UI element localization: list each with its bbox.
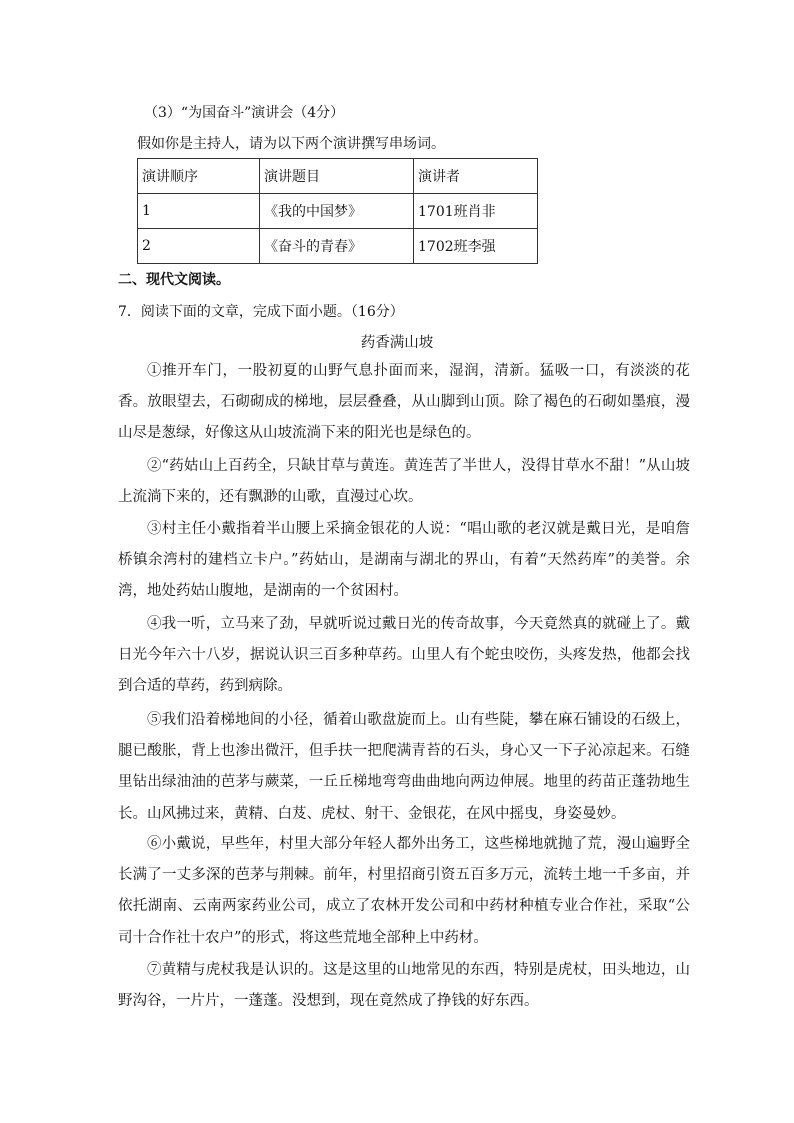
table-cell: 《我的中国梦》	[260, 194, 414, 229]
article-paragraph: ⑤我们沿着梯地间的小径，循着山歌盘旋而上。山有些陡，攀在麻石铺设的石级上，腿已酸胀，背上也渗出微汗，但手扶一把爬满青苔的石头，身心又一下子沁凉起来。石缝里钻出绿油油的芭茅与蕨菜，一丘丘梯地弯弯曲曲地向两边伸展。地里的药苗正蓬勃地生长。山风拂过来，黄精、白芨、虎杖、射干、金银花，在风中摇曳，身姿曼妙。	[118, 712, 690, 822]
article-title: 药香满山坡	[360, 335, 434, 351]
article-paragraph: ②“药姑山上百药全，只缺甘草与黄连。黄连苦了半世人，没得甘草水不甜！”从山坡上流淌下来的，还有飘渺的山歌，直漫过心坎。	[118, 458, 690, 506]
question-3-instruction: 假如你是主持人，请为以下两个演讲撰写串场词。	[137, 136, 445, 152]
section-heading: 二、现代文阅读。	[118, 272, 230, 288]
article-paragraph: ⑦黄精与虎杖我是认识的。这是这里的山地常见的东西，特别是虎杖，田头地边，山野沟谷，一片片，一蓬蓬。没想到，现在竟然成了挣钱的好东西。	[118, 962, 690, 1010]
table-header-cell: 演讲题目	[260, 159, 414, 194]
article-paragraph: ⑥小戴说，早些年，村里大部分年轻人都外出务工，这些梯地就抛了荒，漫山遍野全长满了一丈多深的芭茅与荆棘。前年，村里招商引资五百多万元，流转土地一千多亩，并依托湖南、云南两家药业公司，成立了农林开发公司和中药材种植专业合作社，采取“公司十合作社十农户”的形式，将这些荒地全部种上中药材。	[118, 836, 690, 946]
table-cell: 《奋斗的青春》	[260, 229, 414, 264]
table-cell: 1701班肖非	[414, 194, 538, 229]
question-3-heading: （3）“为国奋斗”演讲会（4分）	[144, 105, 345, 121]
speech-schedule-table	[137, 158, 538, 264]
article-paragraph: ④我一听，立马来了劲，早就听说过戴日光的传奇故事，今天竟然真的就碰上了。戴日光今年六十八岁，据说认识三百多种草药。山里人有个蛇虫咬伤，头疼发热，他都会找到合适的草药，药到病除。	[118, 616, 690, 695]
table-header-cell: 演讲者	[414, 159, 538, 194]
table-cell: 1	[138, 194, 260, 229]
table-cell: 1702班李强	[414, 229, 538, 264]
table-row	[138, 194, 538, 229]
article-paragraph: ①推开车门，一股初夏的山野气息扑面而来，湿润，清新。猛吸一口，有淡淡的花香。放眼望去，石砌砌成的梯地，层层叠叠，从山脚到山顶。除了褐色的石砌如墨痕，漫山尽是葱绿，好像这从山坡流淌下来的阳光也是绿色的。	[118, 363, 690, 442]
table-header-row	[138, 159, 538, 194]
table-cell: 2	[138, 229, 260, 264]
question-7-prompt: 7．阅读下面的文章，完成下面小题。（16分）	[118, 304, 404, 320]
article-paragraph: ③村主任小戴指着半山腰上采摘金银花的人说：“唱山歌的老汉就是戴日光，是咱詹桥镇余湾村的建档立卡户。”药姑山，是湖南与湖北的界山，有着“天然药库”的美誉。余湾，地处药姑山腹地，是湖南的一个贫困村。	[118, 521, 690, 600]
table-row	[138, 229, 538, 264]
table-header-cell: 演讲顺序	[138, 159, 260, 194]
